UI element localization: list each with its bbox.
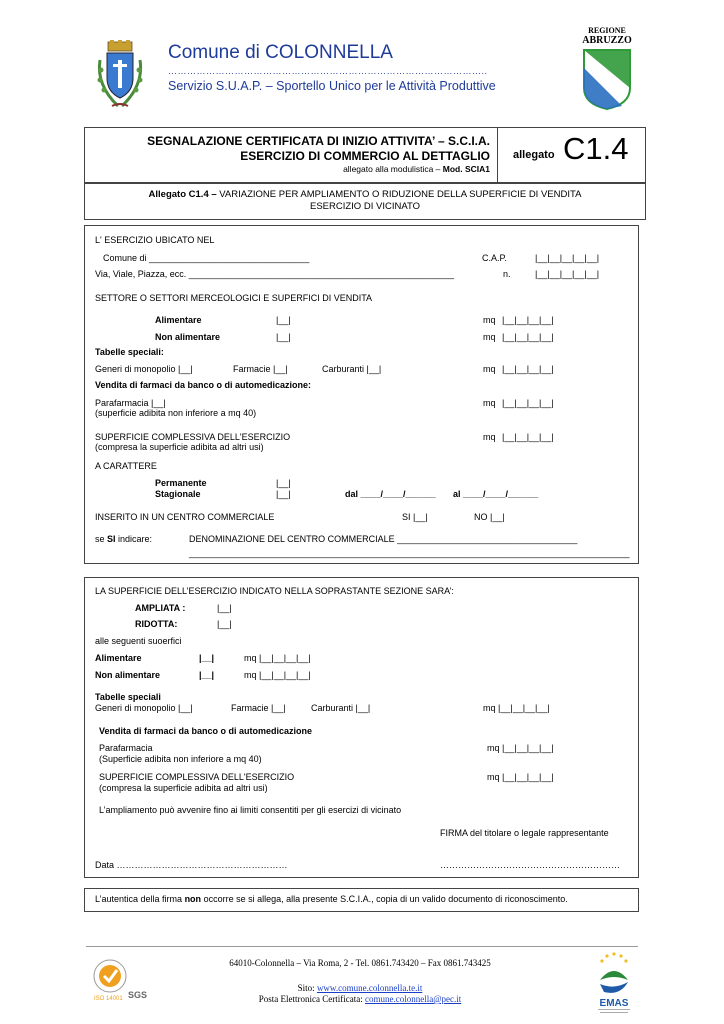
non-alimentare-mq-label: mq — [483, 332, 496, 342]
s2-parafarmacia-mq-field[interactable]: mq |__|__|__|__| — [487, 743, 554, 753]
ampliamento-note: L’ampliamento può avvenire fino ai limiti consentiti per gli esercizi di vicinato — [99, 805, 402, 815]
superficie-mq-field[interactable]: |__|__|__|__| — [502, 432, 554, 442]
title-box-divider — [497, 128, 498, 182]
comune-title: Comune di COLONNELLA — [168, 42, 393, 63]
firma-label-main: FIRMA — [440, 828, 468, 838]
allegato-description-bold: Allegato C1.4 – — [148, 189, 217, 200]
ampliata-label: AMPLIATA : — [135, 603, 186, 613]
ampliata-checkbox[interactable]: |__| — [217, 603, 232, 613]
superficie-mq-label: mq — [483, 432, 496, 442]
firma-label-rest: del titolare o legale rappresentante — [467, 828, 609, 838]
cap-label: C.A.P. — [482, 253, 507, 263]
s2-tabelle-speciali-label: Tabelle speciali — [95, 692, 161, 702]
header-dots: ……………………………………………………………………………………….. — [168, 66, 488, 76]
s2-superficie-complessiva-note: (compresa la superficie adibita ad altri usi) — [99, 783, 268, 793]
firma-label — [440, 828, 609, 839]
non-alimentare-mq-field[interactable]: |__|__|__|__| — [502, 332, 554, 342]
tabelle-mq-label: mq — [483, 364, 496, 374]
alimentare-checkbox[interactable]: |__| — [276, 315, 291, 325]
s2-parafarmacia-label: Parafarmacia — [99, 743, 153, 753]
esercizio-ubicato-label: L' ESERCIZIO UBICATO NEL — [95, 235, 215, 245]
numero-field[interactable]: |__|__|__|__|__| — [535, 269, 600, 279]
footer-address: 64010-Colonnella – Via Roma, 2 - Tel. 0861.743420 – Fax 0861.743425 — [229, 958, 491, 968]
data-field[interactable]: Data ………………………………………………… — [95, 860, 288, 870]
autentica-bold: non — [184, 894, 202, 904]
se-si-pre: se — [95, 534, 108, 544]
centro-commerciale-label: INSERITO IN UN CENTRO COMMERCIALE — [95, 512, 275, 522]
modulistica-code: Mod. SCIA1 — [442, 164, 490, 174]
cap-field[interactable]: |__|__|__|__|__| — [535, 253, 600, 263]
autentica-post: occorre se si allega, alla presente S.C.I.A., copia di un valido documento di riconoscimento. — [201, 894, 568, 904]
scia-title: SEGNALAZIONE CERTIFICATA DI INIZIO ATTIVITA’ – S.C.I.A. — [147, 134, 490, 148]
region-logo-text-1: REGIONE — [588, 26, 626, 35]
sgs-certification-logo — [92, 956, 152, 1002]
s2-carburanti-checkbox[interactable]: Carburanti |__| — [311, 703, 371, 713]
alimentare-mq-field[interactable]: |__|__|__|__| — [502, 315, 554, 325]
footer-sito — [150, 983, 570, 994]
footer-pec — [150, 994, 570, 1005]
ridotta-checkbox[interactable]: |__| — [217, 619, 232, 629]
ridotta-label: RIDOTTA: — [135, 619, 178, 629]
regione-abruzzo-logo — [578, 26, 636, 112]
s2-generi-monopolio-checkbox[interactable]: Generi di monopolio |__| — [95, 703, 193, 713]
permanente-label: Permanente — [155, 478, 207, 488]
al-date-field[interactable]: al ____/____/______ — [453, 489, 539, 499]
sgs-label: SGS — [128, 990, 148, 1000]
emas-logo — [590, 950, 638, 1016]
superficie-complessiva-note: (compresa la superficie adibita ad altri usi) — [95, 442, 264, 452]
firma-field[interactable]: …………………………………………………… — [440, 860, 620, 870]
sito-link[interactable]: www.comune.colonnella.te.it — [316, 983, 423, 993]
s2-alimentare-checkbox[interactable]: |__| — [199, 653, 215, 663]
dal-date-field[interactable]: dal ____/____/______ — [345, 489, 436, 499]
allegato-description-line2: ESERCIZIO DI VICINATO — [310, 201, 420, 212]
s2-tabelle-mq-field[interactable]: mq |__|__|__|__| — [483, 703, 550, 713]
parafarmacia-note: (superficie adibita non inferiore a mq 40) — [95, 408, 257, 418]
s2-non-alimentare-checkbox[interactable]: |__| — [199, 670, 215, 680]
stagionale-checkbox[interactable]: |__| — [276, 489, 291, 499]
centro-no-checkbox[interactable]: NO |__| — [474, 512, 505, 522]
sito-label: Sito: — [297, 983, 317, 993]
numero-label: n. — [503, 269, 511, 279]
allegato-description — [85, 189, 645, 200]
tabelle-speciali-label: Tabelle speciali: — [95, 347, 164, 357]
iso-label: ISO 14001 — [94, 996, 123, 1002]
comune-coat-of-arms — [94, 40, 146, 112]
s2-non-alimentare-label: Non alimentare — [95, 670, 161, 680]
carburanti-checkbox[interactable]: Carburanti |__| — [322, 364, 382, 374]
se-si-bold: SI — [107, 534, 116, 544]
s2-farmacie-checkbox[interactable]: Farmacie |__| — [231, 703, 286, 713]
settore-label: SETTORE O SETTORI MERCEOLOGICI E SUPERFICI DI VENDITA — [95, 293, 373, 303]
suap-subtitle: Servizio S.U.A.P. – Sportello Unico per le Attività Produttive — [168, 79, 496, 93]
s2-non-alimentare-mq-field[interactable]: mq |__|__|__|__| — [244, 670, 311, 680]
centro-si-checkbox[interactable]: SI |__| — [402, 512, 428, 522]
pec-link[interactable]: comune.colonnella@pec.it — [364, 994, 462, 1004]
s2-parafarmacia-note: (Superficie adibita non inferiore a mq 40) — [99, 754, 262, 764]
region-logo-text-2: ABRUZZO — [582, 35, 632, 46]
s2-alimentare-label: Alimentare — [95, 653, 142, 663]
autentica-pre: L’autentica della firma — [95, 894, 185, 904]
alimentare-label: Alimentare — [155, 315, 202, 325]
footer-divider — [86, 946, 638, 947]
parafarmacia-checkbox[interactable]: Parafarmacia |__| — [95, 398, 166, 408]
allegato-label: allegato — [513, 149, 555, 161]
alimentare-mq-label: mq — [483, 315, 496, 325]
modulistica-prefix: allegato alla modulistica – — [343, 164, 443, 174]
non-alimentare-label: Non alimentare — [155, 332, 221, 342]
se-si-post: indicare: — [115, 534, 153, 544]
emas-label: EMAS — [599, 998, 629, 1009]
generi-monopolio-checkbox[interactable]: Generi di monopolio |__| — [95, 364, 193, 374]
via-field[interactable]: Via, Viale, Piazza, ecc. _____________________________________________________ — [95, 269, 455, 279]
vendita-farmaci-label: Vendita di farmaci da banco o di automedicazione: — [95, 380, 312, 390]
parafarmacia-mq-label: mq — [483, 398, 496, 408]
superficie-complessiva-label: SUPERFICIE COMPLESSIVA DELL'ESERCIZIO — [95, 432, 291, 442]
a-carattere-label: A CARATTERE — [95, 461, 157, 471]
s2-superficie-mq-field[interactable]: mq |__|__|__|__| — [487, 772, 554, 782]
denominazione-continuation[interactable]: ________________________________________________________________________________________ — [189, 548, 630, 558]
s2-superficie-complessiva-label: SUPERFICIE COMPLESSIVA DELL'ESERCIZIO — [99, 772, 295, 782]
commercio-title: ESERCIZIO DI COMMERCIO AL DETTAGLIO — [240, 149, 490, 163]
allegato-code: C1.4 — [563, 131, 629, 166]
autentica-notice — [95, 894, 568, 905]
stagionale-label: Stagionale — [155, 489, 201, 499]
comune-field[interactable]: Comune di ________________________________ — [103, 253, 310, 263]
permanente-checkbox[interactable]: |__| — [276, 478, 291, 488]
pec-label: Posta Elettronica Certificata: — [258, 994, 365, 1004]
parafarmacia-mq-field[interactable]: |__|__|__|__| — [502, 398, 554, 408]
s2-alimentare-mq-field[interactable]: mq |__|__|__|__| — [244, 653, 311, 663]
se-si-label — [95, 534, 152, 545]
allegato-description-text: VARIAZIONE PER AMPLIAMENTO O RIDUZIONE DELLA SUPERFICIE DI VENDITA — [216, 189, 582, 200]
modulistica-reference — [105, 164, 490, 175]
tabelle-mq-field[interactable]: |__|__|__|__| — [502, 364, 554, 374]
non-alimentare-checkbox[interactable]: |__| — [276, 332, 291, 342]
s2-vendita-farmaci-label: Vendita di farmaci da banco o di automedicazione — [99, 726, 313, 736]
denominazione-field[interactable]: DENOMINAZIONE DEL CENTRO COMMERCIALE ____________________________________ — [189, 534, 578, 544]
seguenti-superfici-label: alle seguenti suoerfici — [95, 636, 182, 646]
farmacie-checkbox[interactable]: Farmacie |__| — [233, 364, 288, 374]
variazione-intro: LA SUPERFICIE DELL’ESERCIZIO INDICATO NELLA SOPRASTANTE SEZIONE SARA’: — [95, 586, 454, 596]
